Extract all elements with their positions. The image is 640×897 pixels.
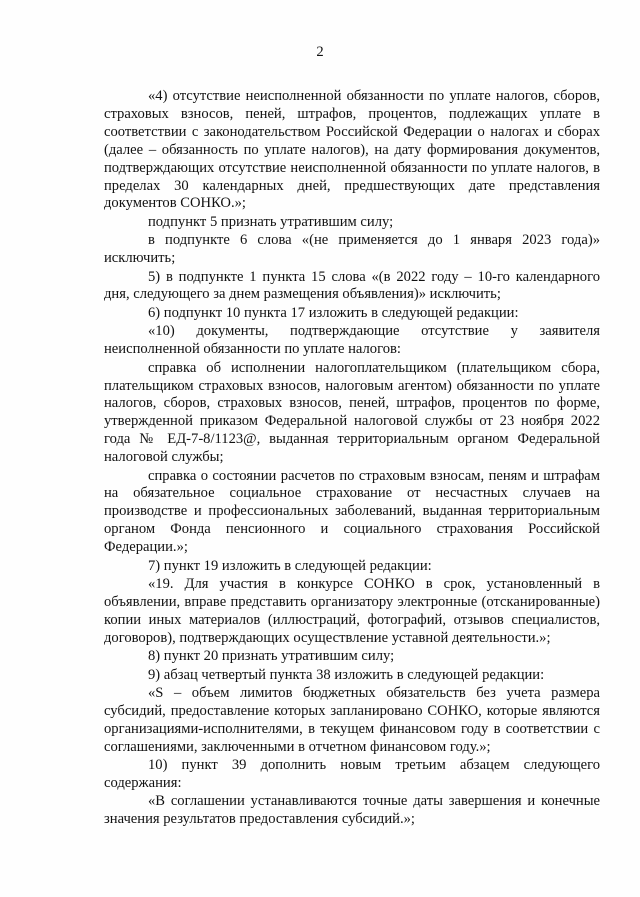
paragraph: справка об исполнении налогоплательщиком (плательщиком сбора, плательщиком страховых взносов, налоговым агентом) обязанности по уплате налогов, сборов, страховых взносов, пеней, штрафов, процентов по форме, утвержденной приказом Федеральной налоговой службы от 23 ноября 2022 года № ЕД-7-8/1123@, выданная территориальным органом Федеральной налоговой службы; bbox=[104, 359, 600, 466]
document-body bbox=[104, 88, 600, 830]
paragraph: «10) документы, подтверждающие отсутствие у заявителя неисполненной обязанности по уплате налогов: bbox=[104, 323, 600, 358]
paragraph: 7) пункт 19 изложить в следующей редакции: bbox=[148, 557, 432, 574]
paragraph: подпункт 5 признать утратившим силу; bbox=[148, 213, 394, 230]
paragraph: «4) отсутствие неисполненной обязанности по уплате налогов, сборов, страховых взносов, пеней, штрафов, процентов, подлежащих уплате в соответствии с законодательством Российской Федерации о налогах и сборах (далее – обязанность по уплате налогов), на дату формирования документов, подтверждающих отсутствие неисполненной обязанности по уплате налогов, в пределах 30 календарных дней, предшествующих дате представления документов СОНКО.»; bbox=[104, 88, 600, 212]
paragraph: 8) пункт 20 признать утратившим силу; bbox=[148, 648, 395, 665]
paragraph: в подпункте 6 слова «(не применяется до 1 января 2023 года)» исключить; bbox=[104, 232, 600, 267]
page-number: 2 bbox=[316, 44, 324, 60]
paragraph: справка о состоянии расчетов по страховым взносам, пеням и штрафам на обязательное социальное страхование от несчастных случаев на производстве и профессиональных заболеваний, выданная территориальным органом Фонда пенсионного и социального страхования Российской Федерации.»; bbox=[104, 467, 600, 556]
paragraph: «В соглашении устанавливаются точные даты завершения и конечные значения результатов предоставления субсидий.»; bbox=[104, 793, 600, 828]
paragraph: «S – объем лимитов бюджетных обязательств без учета размера субсидий, предоставление которых запланировано СОНКО, которые являются организациями-исполнителями, в текущем финансовом году в соответствии с соглашениями, заключенными в отчетном финансовом году.»; bbox=[104, 684, 600, 755]
paragraph: «19. Для участия в конкурсе СОНКО в срок, установленный в объявлении, вправе представить организатору электронные (отсканированные) копии иных материалов (иллюстраций, фотографий, отзывов специалистов, договоров), подтверждающих осуществление уставной деятельности.»; bbox=[104, 575, 600, 646]
paragraph: 9) абзац четвертый пункта 38 изложить в следующей редакции: bbox=[148, 666, 545, 683]
paragraph: 10) пункт 39 дополнить новым третьим абзацем следующего содержания: bbox=[104, 757, 600, 791]
paragraph: 6) подпункт 10 пункта 17 изложить в следующей редакции: bbox=[148, 304, 519, 321]
paragraph: 5) в подпункте 1 пункта 15 слова «(в 2022 году – 10-го календарного дня, следующего за днем размещения объявления)» исключить; bbox=[104, 268, 600, 303]
